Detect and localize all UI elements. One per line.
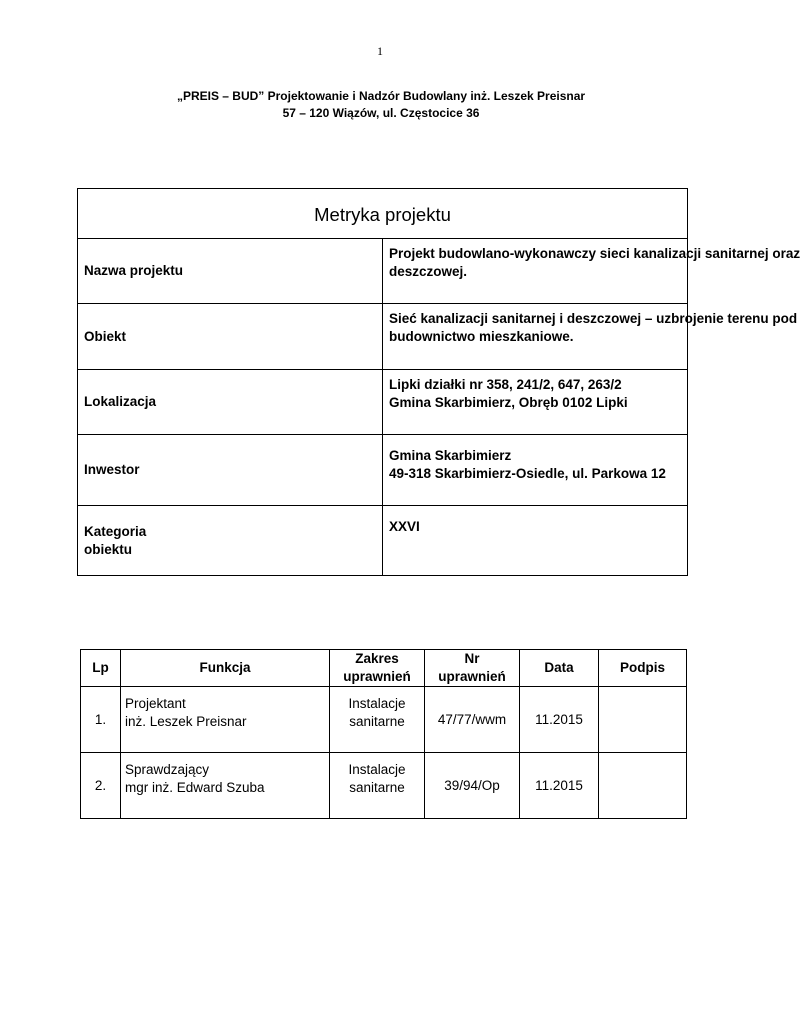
- address-line: 57 – 120 Wiązów, ul. Częstocice 36: [282, 106, 480, 120]
- metryka-table: [77, 188, 800, 576]
- value-line: Projekt budowlano-wykonawczy sieci kanalizacji sanitarnej oraz: [389, 246, 800, 261]
- cell-zakres: [330, 687, 425, 753]
- signatures-header-row: [81, 650, 687, 687]
- cell-data: 11.2015: [520, 687, 599, 753]
- zakres-line: sanitarne: [349, 780, 405, 795]
- value-line: Lipki działki nr 358, 241/2, 647, 263/2: [389, 377, 622, 392]
- header-lp: Lp: [81, 650, 121, 687]
- metryka-label: [78, 506, 383, 576]
- funkcja-line: mgr inż. Edward Szuba: [125, 780, 265, 795]
- header-funkcja: Funkcja: [121, 650, 330, 687]
- cell-lp: 2.: [81, 753, 121, 819]
- cell-podpis: [599, 687, 687, 753]
- metryka-row-lokalizacja: [78, 370, 688, 435]
- label-line: Kategoria: [84, 523, 147, 539]
- metryka-value: [383, 506, 688, 576]
- header-data: Data: [520, 650, 599, 687]
- header-nr: [425, 650, 520, 687]
- cell-nr: 39/94/Op: [425, 753, 520, 819]
- cell-data: 11.2015: [520, 753, 599, 819]
- metryka-value: [383, 435, 688, 506]
- signature-row: [81, 687, 687, 753]
- cell-zakres: [330, 753, 425, 819]
- value-line: Gmina Skarbimierz, Obręb 0102 Lipki: [389, 395, 628, 410]
- header-line: uprawnień: [438, 669, 506, 684]
- metryka-row-inwestor: [78, 435, 688, 506]
- metryka-label: Nazwa projektu: [78, 239, 383, 304]
- cell-funkcja: [121, 687, 330, 753]
- header-zakres: [330, 650, 425, 687]
- funkcja-line: Sprawdzający: [125, 762, 210, 777]
- cell-podpis: [599, 753, 687, 819]
- cell-nr: 47/77/wwm: [425, 687, 520, 753]
- metryka-label: Obiekt: [78, 304, 383, 370]
- zakres-line: Instalacje: [348, 696, 406, 711]
- metryka-value: [383, 304, 798, 370]
- value-line: Gmina Skarbimierz: [389, 448, 512, 463]
- metryka-row-obiekt: [78, 304, 688, 370]
- funkcja-line: Projektant: [125, 696, 186, 711]
- funkcja-line: inż. Leszek Preisnar: [125, 714, 247, 729]
- cell-funkcja: [121, 753, 330, 819]
- metryka-row-nazwa: [78, 239, 688, 304]
- metryka-label: Lokalizacja: [78, 370, 383, 435]
- document-header: [0, 88, 762, 122]
- header-line: uprawnień: [343, 669, 411, 684]
- value-line: deszczowej.: [389, 264, 468, 279]
- signatures-table: [80, 649, 687, 819]
- header-line: Zakres: [355, 651, 399, 666]
- company-line: „PREIS – BUD” Projektowanie i Nadzór Budowlany inż. Leszek Preisnar: [176, 89, 586, 103]
- value-line: budownictwo mieszkaniowe.: [389, 329, 574, 344]
- cell-lp: 1.: [81, 687, 121, 753]
- signature-row: [81, 753, 687, 819]
- metryka-value: [383, 239, 800, 304]
- value-line: 49-318 Skarbimierz-Osiedle, ul. Parkowa 12: [389, 466, 666, 481]
- metryka-row-kategoria: [78, 506, 688, 576]
- header-podpis: Podpis: [599, 650, 687, 687]
- zakres-line: Instalacje: [348, 762, 406, 777]
- value-line: XXVI: [389, 519, 420, 534]
- metryka-title-row: [78, 189, 688, 239]
- metryka-title: Metryka projektu: [78, 189, 688, 239]
- label-line: obiektu: [84, 541, 133, 557]
- header-line: Nr: [464, 651, 480, 666]
- metryka-label: Inwestor: [78, 435, 383, 506]
- zakres-line: sanitarne: [349, 714, 405, 729]
- page-number: 1: [377, 44, 383, 58]
- metryka-value: [383, 370, 688, 435]
- value-line: Sieć kanalizacji sanitarnej i deszczowej – uzbrojenie terenu pod: [389, 311, 798, 326]
